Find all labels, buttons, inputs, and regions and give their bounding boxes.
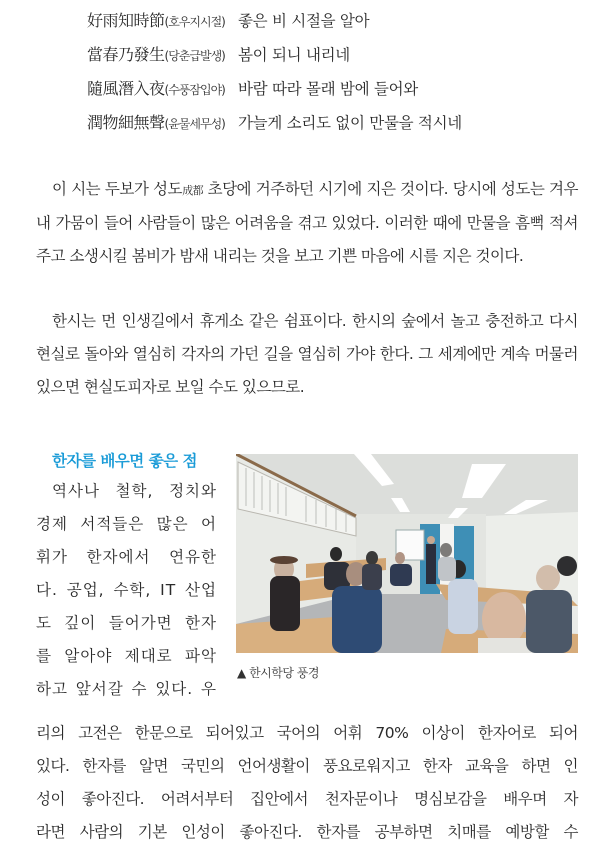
poem-translation: 바람 따라 몰래 밤에 들어와 [238, 80, 418, 98]
text-line: 경제 서적들은 많은 어 [36, 515, 217, 533]
text-line: 역사나 철학, 정치와 [52, 482, 217, 500]
photo-caption: ▲ 한시학당 풍경 [237, 666, 319, 680]
poem-translation: 가늘게 소리도 없이 만물을 적시네 [238, 114, 462, 132]
poem-line [87, 38, 462, 72]
text-line: 휘가 한자에서 연유한 [36, 548, 217, 566]
poem-reading: (호우지시절) [164, 14, 225, 29]
poem-reading: (윤물세무성) [164, 116, 225, 131]
text-line: 를 알아야 제대로 파악 [36, 647, 217, 665]
text-line: 다. 공업, 수학, IT 산업 [36, 581, 217, 599]
paragraph-poem-context: 이 시는 두보가 성도成都 초당에 거주하던 시기에 지은 것이다. 당시에 성도는 겨우내 가뭄이 들어 사람들이 많은 어려움을 겪고 있었다. 이러한 때에 만물을 흠뻑 적셔주고 소생시킬 봄비가 밤새 내리는 것을 보고 기쁜 마음에 시를 지은 것이다. [36, 180, 578, 265]
poem-translation: 봄이 되니 내리네 [238, 46, 350, 64]
poem-translation: 좋은 비 시절을 알아 [238, 12, 370, 30]
poem-hanja: 好雨知時節(호우지시절) [87, 10, 225, 30]
text-line: 리의 고전은 한문으로 되어있고 국어의 어휘 70% 이상이 한자어로 되어 [36, 724, 578, 742]
text-line: 라면 사람의 기본 인성이 좋아진다. 한자를 공부하면 치매를 예방할 수 [36, 823, 578, 841]
poem-reading: (수풍잠입야) [164, 82, 225, 97]
poem-block [87, 4, 462, 140]
text-line: 도 깊이 들어가면 한자 [36, 614, 217, 632]
poem-hanja: 潤物細無聲(윤물세무성) [87, 112, 225, 132]
poem-line [87, 72, 462, 106]
text-line: 성이 좋아진다. 어려서부터 집안에서 천자문이나 명심보감을 배우며 자 [36, 790, 578, 808]
section-column-text [36, 475, 217, 706]
classroom-photo [236, 454, 578, 653]
poem-line [87, 4, 462, 38]
poem-hanja: 隨風潛入夜(수풍잠입야) [87, 78, 225, 98]
poem-reading: (당춘급발생) [164, 48, 225, 63]
triangle-up-icon: ▲ [237, 666, 246, 680]
text-line: 하고 앞서갈 수 있다. 우 [36, 680, 217, 698]
hanja-chengdu: 成都 [181, 184, 203, 197]
paragraph-hansi-rest: 한시는 먼 인생길에서 휴게소 같은 쉼표이다. 한시의 숲에서 놀고 충전하고 다시 현실로 돌아와 열심히 각자의 가던 길을 열심히 가야 한다. 그 세계에만 계속 머물러 있으면 현실도피자로 보일 수도 있으므로. [36, 312, 578, 396]
section-full-text [36, 717, 578, 849]
poem-hanja: 當春乃發生(당춘급발생) [87, 44, 225, 64]
text-line: 있다. 한자를 알면 국민의 언어생활이 풍요로워지고 한자 교육을 하면 인 [36, 757, 578, 775]
poem-line [87, 106, 462, 140]
section-heading: 한자를 배우면 좋은 점 [52, 452, 197, 470]
